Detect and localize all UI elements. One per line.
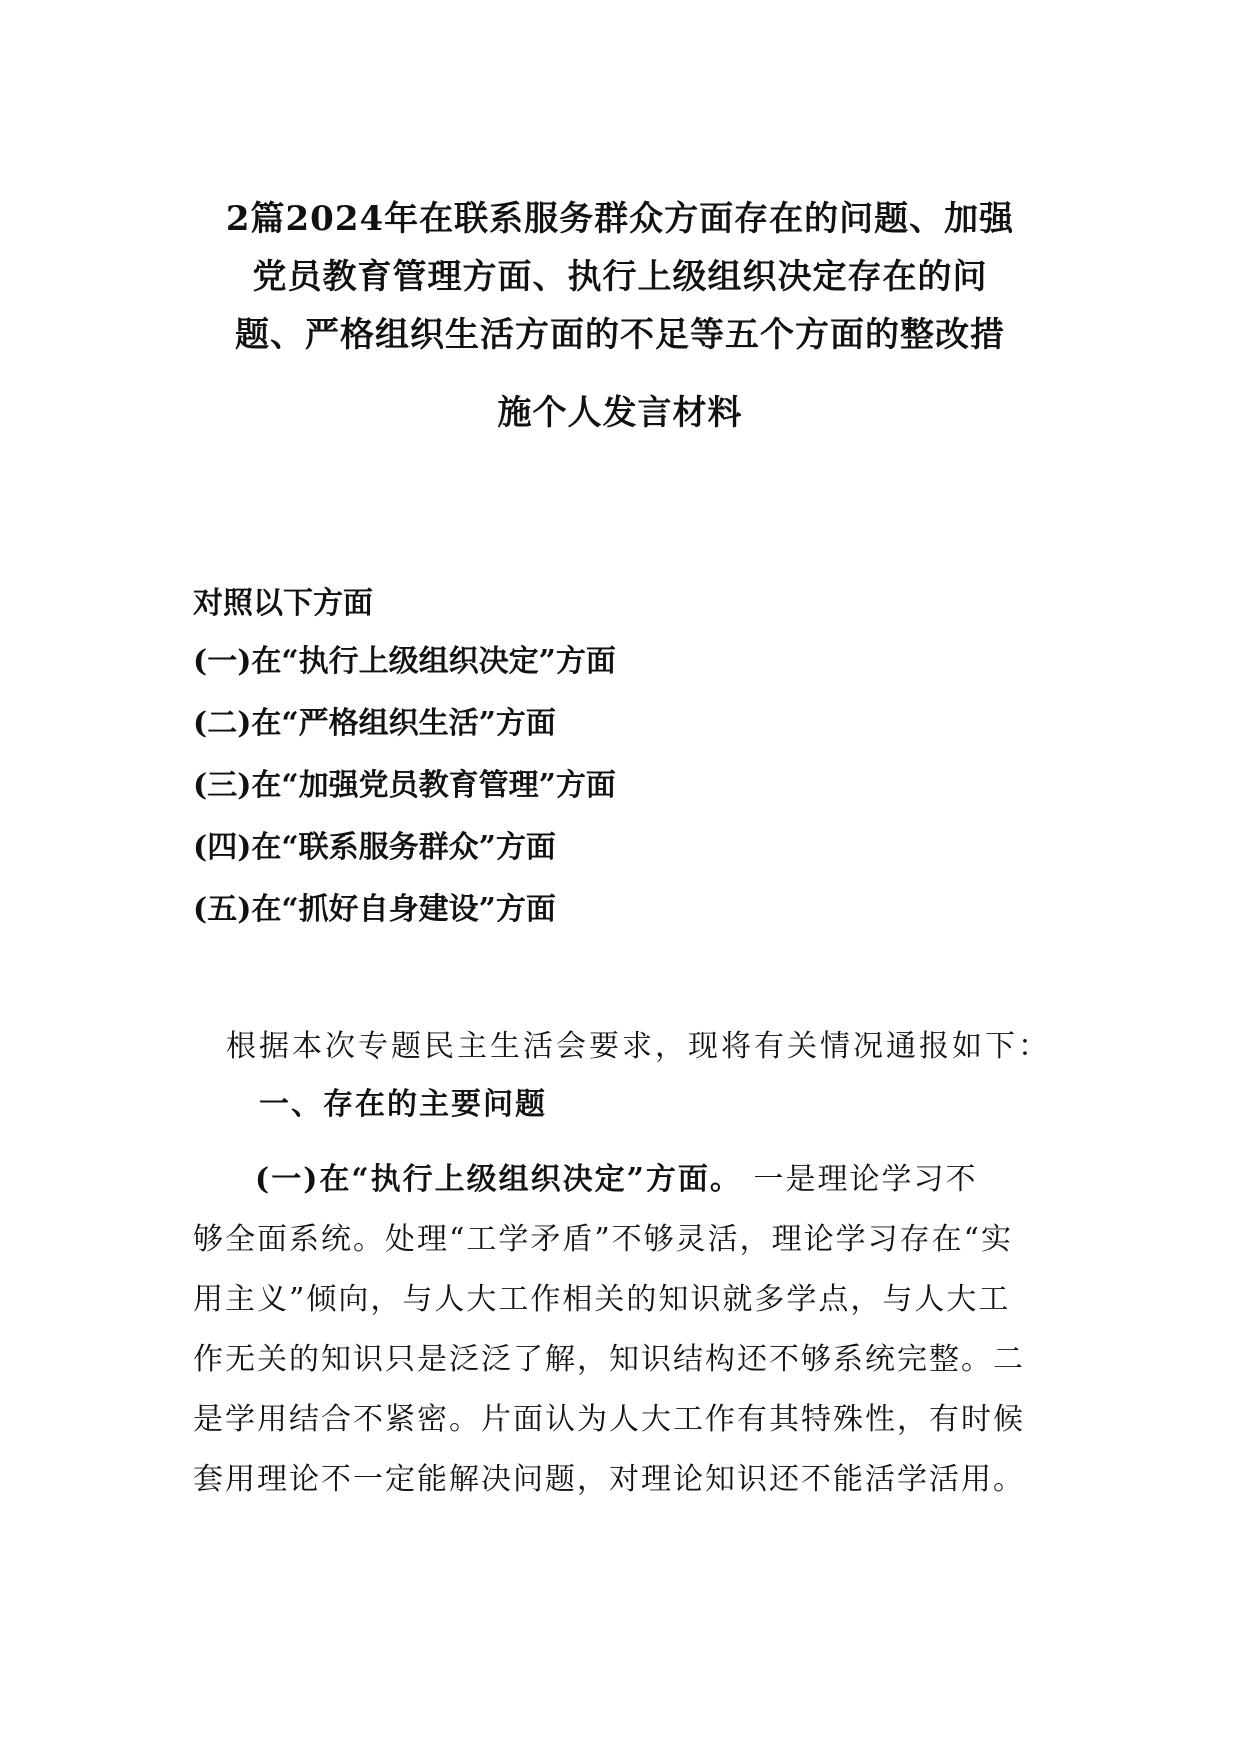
aspect-item: (四)在“联系服务群众”方面 — [193, 830, 556, 865]
aspects-section — [193, 584, 616, 952]
document-title — [190, 190, 1050, 442]
body-paragraph — [193, 1150, 1045, 1510]
aspects-heading: 对照以下方面 — [193, 586, 373, 621]
paragraph-line: 够全面系统。处理“工学矛盾”不够灵活，理论学习存在“实 — [193, 1222, 1014, 1257]
paragraph-line: 套用理论不一定能解决问题，对理论知识还不能活学活用。 — [193, 1462, 1025, 1497]
aspect-item: (二)在“严格组织生活”方面 — [193, 706, 556, 741]
aspect-item: (三)在“加强党员教育管理”方面 — [193, 768, 616, 803]
title-line: 施个人发言材料 — [497, 393, 743, 433]
title-line: 党员教育管理方面、执行上级组织决定存在的问 — [252, 257, 988, 297]
intro-text: 根据本次专题民主生活会要求，现将有关情况通报如下： — [226, 1029, 1051, 1064]
title-line: 题、严格组织生活方面的不足等五个方面的整改措 — [235, 315, 1005, 355]
aspect-item: (一)在“执行上级组织决定”方面 — [193, 644, 616, 679]
paragraph-line: 是学用结合不紧密。片面认为人大工作有其特殊性，有时候 — [193, 1402, 1025, 1437]
title-line: 2篇2024年在联系服务群众方面存在的问题、加强 — [225, 199, 1015, 239]
paragraph-line: 作无关的知识只是泛泛了解，知识结构还不够系统完整。二 — [193, 1342, 1025, 1377]
aspect-item: (五)在“抓好自身建设”方面 — [193, 892, 556, 927]
paragraph-first-line — [193, 1150, 1045, 1210]
paragraph-line: 用主义”倾向，与人大工作相关的知识就多学点，与人大工 — [193, 1282, 1011, 1317]
section-heading: 一、存在的主要问题 — [259, 1087, 547, 1122]
aspect-list — [193, 642, 616, 952]
paragraph-lead: (一)在“执行上级组织决定”方面。 — [255, 1162, 742, 1197]
paragraph-first-line-text: 一是理论学习不 — [741, 1162, 978, 1197]
